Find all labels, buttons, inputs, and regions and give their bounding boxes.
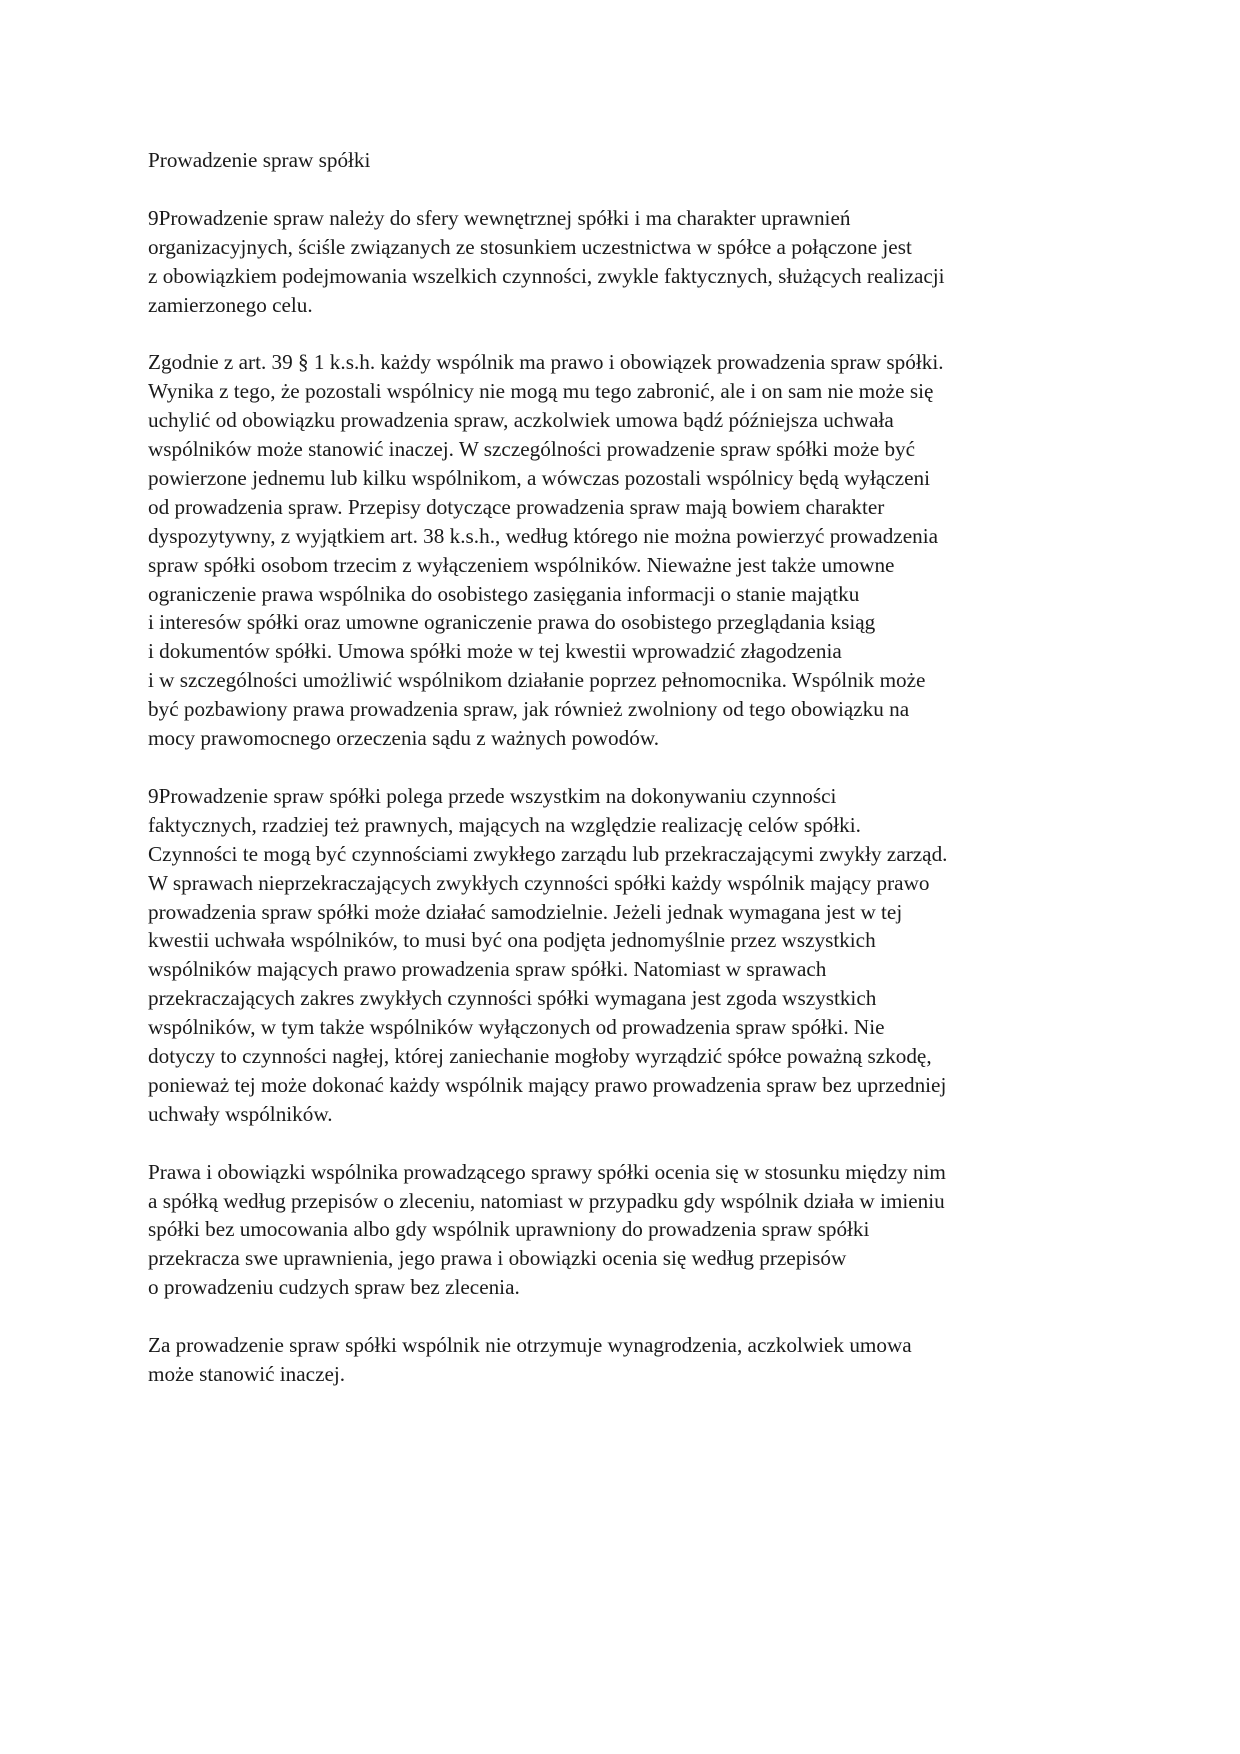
text-line: Zgodnie z art. 39 § 1 k.s.h. każdy wspólnik ma prawo i obowiązek prowadzenia spraw spółki. [148, 350, 944, 375]
text-line: dyspozytywny, z wyjątkiem art. 38 k.s.h., według którego nie można powierzyć prowadzenia [148, 523, 938, 548]
text-line: prowadzenia spraw spółki może działać samodzielnie. Jeżeli jednak wymagana jest w tej [148, 899, 903, 924]
text-line: i w szczególności umożliwić wspólnikom działanie poprzez pełnomocnika. Wspólnik może [148, 668, 926, 693]
document-body [148, 204, 1098, 1389]
text-line: z obowiązkiem podejmowania wszelkich czynności, zwykle faktycznych, służących realizacji [148, 263, 945, 288]
text-line: spółki bez umocowania albo gdy wspólnik uprawniony do prowadzenia spraw spółki [148, 1217, 870, 1242]
text-line: powierzone jednemu lub kilku wspólnikom, a wówczas pozostali wspólnicy będą wyłączeni [148, 465, 930, 490]
text-line: od prowadzenia spraw. Przepisy dotyczące prowadzenia spraw mają bowiem charakter [148, 494, 885, 519]
text-line: dotyczy to czynności nagłej, której zaniechanie mogłoby wyrządzić spółce poważną szkodę, [148, 1044, 932, 1069]
text-line: W sprawach nieprzekraczających zwykłych czynności spółki każdy wspólnik mający prawo [148, 870, 930, 895]
text-line: być pozbawiony prawa prowadzenia spraw, jak również zwolniony od tego obowiązku na [148, 697, 910, 722]
text-line: może stanowić inaczej. [148, 1361, 346, 1386]
text-line: Czynności te mogą być czynnościami zwykłego zarządu lub przekraczającymi zwykły zarząd. [148, 841, 948, 866]
text-line: 9Prowadzenie spraw spółki polega przede wszystkim na dokonywaniu czynności [148, 783, 837, 808]
text-line: wspólników mających prawo prowadzenia spraw spółki. Natomiast w sprawach [148, 957, 827, 982]
document-title: Prowadzenie spraw spółki [148, 148, 371, 172]
text-line: Za prowadzenie spraw spółki wspólnik nie otrzymuje wynagrodzenia, aczkolwiek umowa [148, 1333, 912, 1358]
text-line: kwestii uchwała wspólników, to musi być ona podjęta jednomyślnie przez wszystkich [148, 928, 876, 953]
paragraph [148, 1331, 1098, 1389]
paragraph [148, 1158, 1098, 1303]
text-line: wspólników, w tym także wspólników wyłączonych od prowadzenia spraw spółki. Nie [148, 1015, 885, 1040]
text-line: ograniczenie prawa wspólnika do osobistego zasięgania informacji o stanie majątku [148, 581, 860, 606]
paragraph [148, 782, 1098, 1129]
text-line: i dokumentów spółki. Umowa spółki może w tej kwestii wprowadzić złagodzenia [148, 639, 842, 664]
text-line: organizacyjnych, ściśle związanych ze stosunkiem uczestnictwa w spółce a połączone jest [148, 234, 912, 259]
text-line: faktycznych, rzadziej też prawnych, mających na względzie realizację celów spółki. [148, 812, 861, 837]
text-line: zamierzonego celu. [148, 292, 313, 317]
text-line: przekracza swe uprawnienia, jego prawa i obowiązki ocenia się według przepisów [148, 1246, 847, 1271]
paragraph [148, 348, 1098, 753]
text-line: uchylić od obowiązku prowadzenia spraw, aczkolwiek umowa bądź późniejsza uchwała [148, 408, 894, 433]
text-line: wspólników może stanowić inaczej. W szczególności prowadzenie spraw spółki może być [148, 437, 916, 462]
text-line: i interesów spółki oraz umowne ograniczenie prawa do osobistego przeglądania ksiąg [148, 610, 876, 635]
text-line: przekraczających zakres zwykłych czynności spółki wymagana jest zgoda wszystkich [148, 986, 877, 1011]
text-line: a spółką według przepisów o zleceniu, natomiast w przypadku gdy wspólnik działa w imieniu [148, 1188, 945, 1213]
paragraph [148, 204, 1098, 320]
text-line: ponieważ tej może dokonać każdy wspólnik mający prawo prowadzenia spraw bez uprzedniej [148, 1072, 947, 1097]
text-line: Wynika z tego, że pozostali wspólnicy nie mogą mu tego zabronić, ale i on sam nie może się [148, 379, 934, 404]
text-line: o prowadzeniu cudzych spraw bez zlecenia. [148, 1275, 520, 1300]
document-page [148, 146, 1098, 1418]
text-line: spraw spółki osobom trzecim z wyłączeniem wspólników. Nieważne jest także umowne [148, 552, 895, 577]
text-line: uchwały wspólników. [148, 1101, 333, 1126]
text-line: mocy prawomocnego orzeczenia sądu z ważnych powodów. [148, 726, 660, 751]
text-line: 9Prowadzenie spraw należy do sfery wewnętrznej spółki i ma charakter uprawnień [148, 205, 851, 230]
text-line: Prawa i obowiązki wspólnika prowadzącego sprawy spółki ocenia się w stosunku między nim [148, 1159, 946, 1184]
